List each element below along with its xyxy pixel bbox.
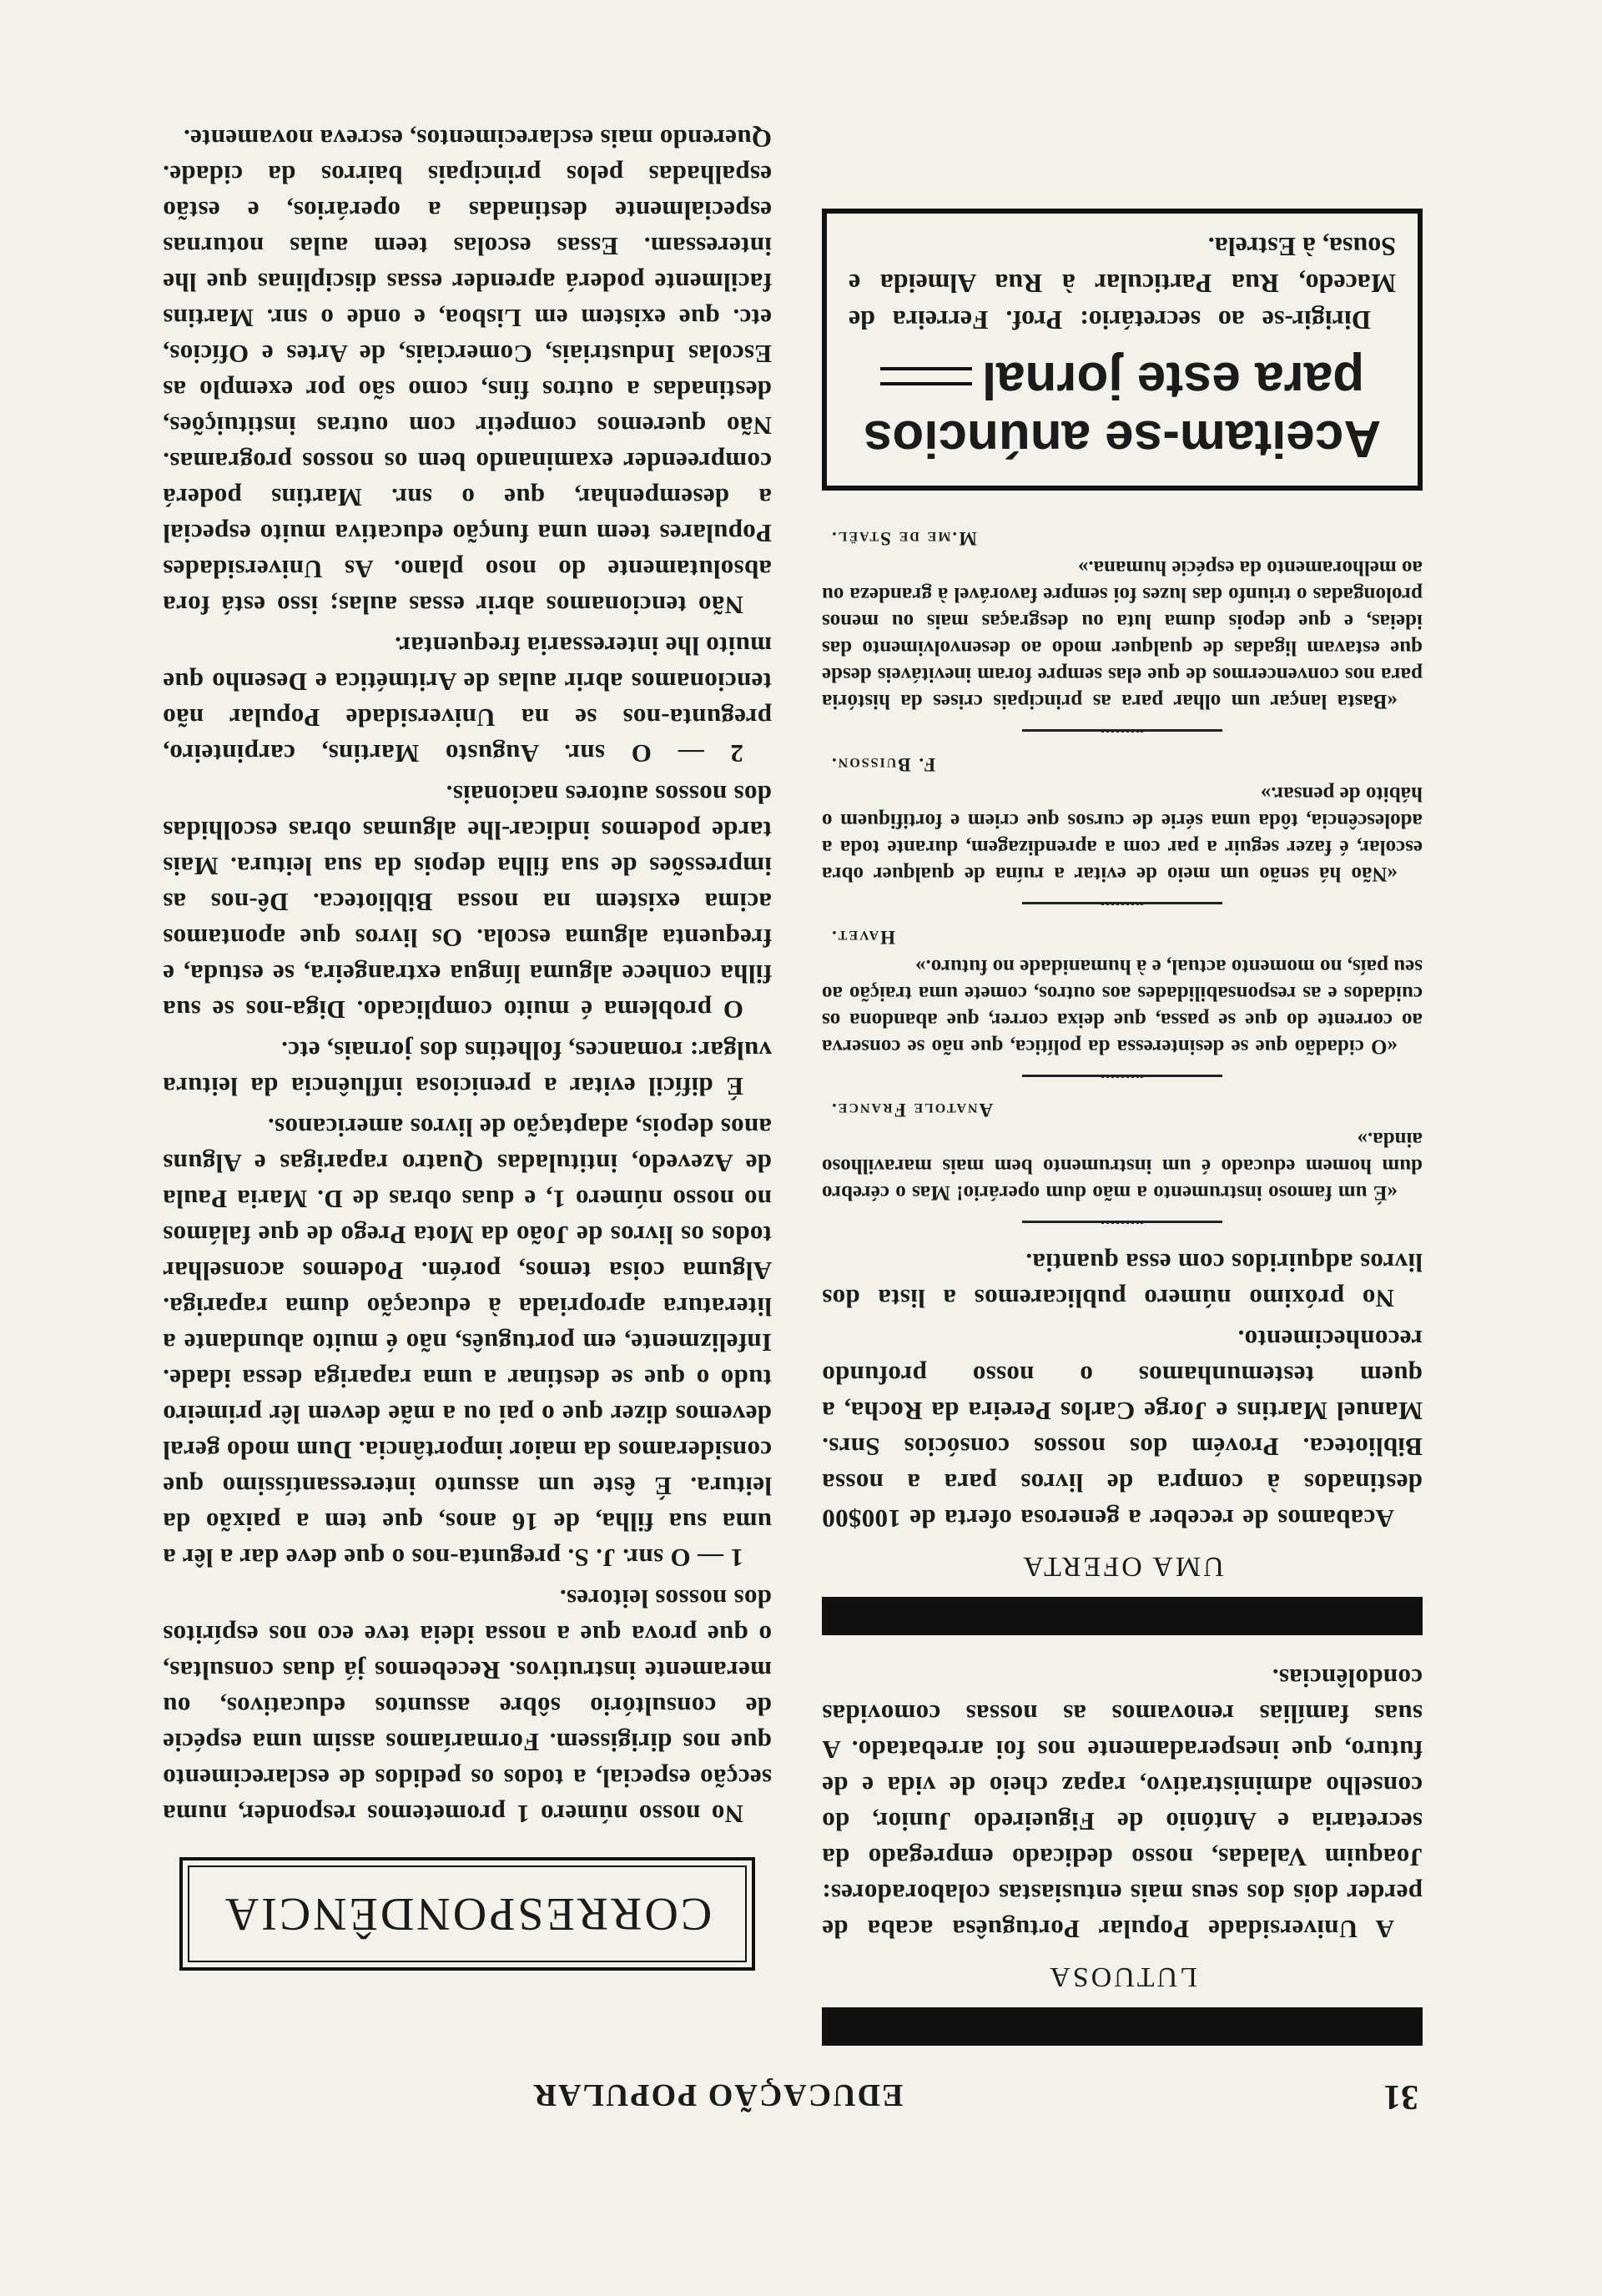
quote-text: «Basta lançar um olhar para as principais crises da história para nos convencermos de que elas sempre foram inevitáveis desde que estavam ligadas de qualquer modo ao desenvolvimento das ideias, e que depois duma luta ou desgraças mais ou menos prolongadas o triunfo das luzes foi sempre favorável à grandeza ou ao melhoramento da espécie humana.» — [822, 556, 1423, 712]
offer-title: UMA OFERTA — [1020, 1551, 1224, 1582]
correspondence-paragraph: 1 — O snr. J. S. pregunta-nos o que deve dar a lêr a uma sua filha, de 16 anos, que tem a paixão da leitura. É êste um assunto interessantíssimo que consideramos da maior importância. Dum modo geral devemos dizer que o pai ou a mãe devem lêr primeiro tudo o que se destinar a uma rapariga dessa idade. Infelizmente, em português, não é muito abundante a literatura apropriada à educação duma rapariga. Alguma coisa temos, porém. Podemos aconselhar todos os livros de João da Mota Prego de que falámos no nosso número 1, e duas obras de D. Maria Paula de Azevedo, intituladas Quatro raparigas e Alguns anos depois, adaptação de livros americanos. — [163, 1113, 772, 1573]
quote-block — [822, 527, 1423, 732]
quote-block — [822, 753, 1423, 904]
advertisement-box — [822, 209, 1423, 491]
separator — [1022, 1221, 1222, 1223]
correspondence-paragraph: No nosso número 1 prometemos responder, numa secção especial, a todos os pedidos de esclarecimento que nos dirigissem. Formaríamos assim uma espécie de consultório sôbre assuntos educativos, ou meramente instrutivos. Recebemos já duas consultas, o que prova que a nossa ideia teve eco nos espíritos dos nossos leitores. — [163, 1584, 772, 1829]
page-number: 31 — [1383, 2077, 1418, 2116]
black-bar-offer — [822, 1597, 1423, 1635]
quote-author: Havet. — [830, 927, 896, 948]
correspondence-paragraph: 2 — O snr. Augusto Martins, carpinteiro, pregunta-nos se na Universidade Popular não tencionamos abrir aulas de Aritmética e Desenho que muito lhe interessaria frequentar. — [163, 632, 772, 768]
mourning-text: A Universidade Popular Portuguêsa acaba de perder dois dos seus mais entusiastas colaboradores: Joaquim Valadas, nosso dedicado empregado da secretaria e António de Figueiredo Junior, do conselho administrativo, rapaz cheio de vida e de futuro, que inesperadamente nos foi arrebatado. A suas famílias renovamos as nossas comovidas condolências. — [822, 1664, 1423, 1944]
correspondence-title-box — [179, 1857, 755, 1971]
right-column — [163, 116, 772, 2046]
separator — [1022, 729, 1222, 732]
quote-author: M.me de Staël. — [830, 528, 977, 549]
correspondence-paragraph: É difícil evitar a preniciosa influência da leitura vulgar: romances, folhetins dos jornais, etc. — [163, 1036, 772, 1101]
black-bar-mourning — [822, 2007, 1423, 2046]
correspondence-title: CORRESPONDÊNCIA — [188, 1866, 747, 1962]
quote-block — [822, 1099, 1423, 1223]
quote-text: «É um famoso instrumento a mão dum operário! Mas o cérebro dum homem educado é um instrumento bem mais maravilhoso ainda.» — [822, 1128, 1423, 1204]
correspondence-paragraph: O problema é muito complicado. Diga-nos se sua filha conhece alguma língua extrangeira, se estuda, e frequenta alguma escola. Os livros que apontamos acima existem na nossa Biblioteca. Dê-nos as impressões de sua filha depois da sua leitura. Mais tarde podemos indicar-lhe algumas obras escolhidas dos nossos autores nacionais. — [163, 780, 772, 1025]
ad-text: Dirigir-se ao secretário: Prof. Ferreira de Macedo, Rua Particular à Rua Almeida e Sousa, à Estrela. — [849, 232, 1396, 335]
quote-block — [822, 926, 1423, 1077]
ad-subtitle-text: para este jornal — [981, 351, 1365, 409]
separator — [1022, 902, 1222, 904]
ad-subtitle — [849, 350, 1396, 409]
offer-paragraph: Acabamos de receber a generosa oferta de 100$00 destinados à compra de livros para a nossa Biblioteca. Provém dos nossos consócios Snrs. Manuel Martins e Jorge Carlos Pereira da Rocha, a quem testemunhamos o nosso profundo reconhecimento. — [822, 1325, 1423, 1533]
correspondence-paragraph: Não tencionamos abrir essas aulas; isso está fora absolutamente do noso plano. As Universidades Populares teem uma função educativa muito especial a desempenhar, que o snr. Martins poderá compreender examinando bem os nossos programas. Não queremos competir com outras instituições, destinadas a outros fins, como são por exemplo as Escolas Industriais, Comerciais, de Artes e Ofícios, etc. que existem em Lisboa, e onde o snr. Martins facilmente poderá aprender essas disciplinas que lhe interessam. Essas escolas teem aulas noturnas especialmente destinadas a operários, e estão espalhadas pelos principais bairros da cidade. Querendo mais esclarecimentos, escreva novamente. — [163, 124, 772, 620]
journal-title: EDUCAÇÃO POPULAR — [531, 2077, 904, 2112]
ad-title: Aceitam-se anúncios — [863, 410, 1382, 467]
separator — [1022, 1075, 1222, 1077]
quote-text: «Não há senão um meio de evitar a ruína de qualquer obra escolar, é fazer seguir a par com a aprendizagem, durante toda a adolescência, tôda uma série de cursos que criem e fortifiquem o hábito de pensar.» — [822, 783, 1423, 885]
mourning-title: LUTUOSA — [1047, 1961, 1197, 1992]
quote-author: F. Buisson. — [830, 754, 936, 775]
double-rule — [880, 367, 972, 385]
left-column — [822, 209, 1423, 2046]
offer-paragraph: No próximo número publicaremos a lista dos livros adquiridos com essa quantia. — [822, 1248, 1423, 1313]
page-header — [184, 2067, 1418, 2117]
quote-text: «O cidadão que se desinteressa da política, que não se conserva ao corrente do que se passa, que deixa correr, que abandona os cuidados e as responsabilidades aos outros, comete uma traição ao seu país, no momento actual, e à humanidade no futuro.» — [822, 955, 1423, 1058]
quote-author: Anatole France. — [830, 1100, 994, 1120]
